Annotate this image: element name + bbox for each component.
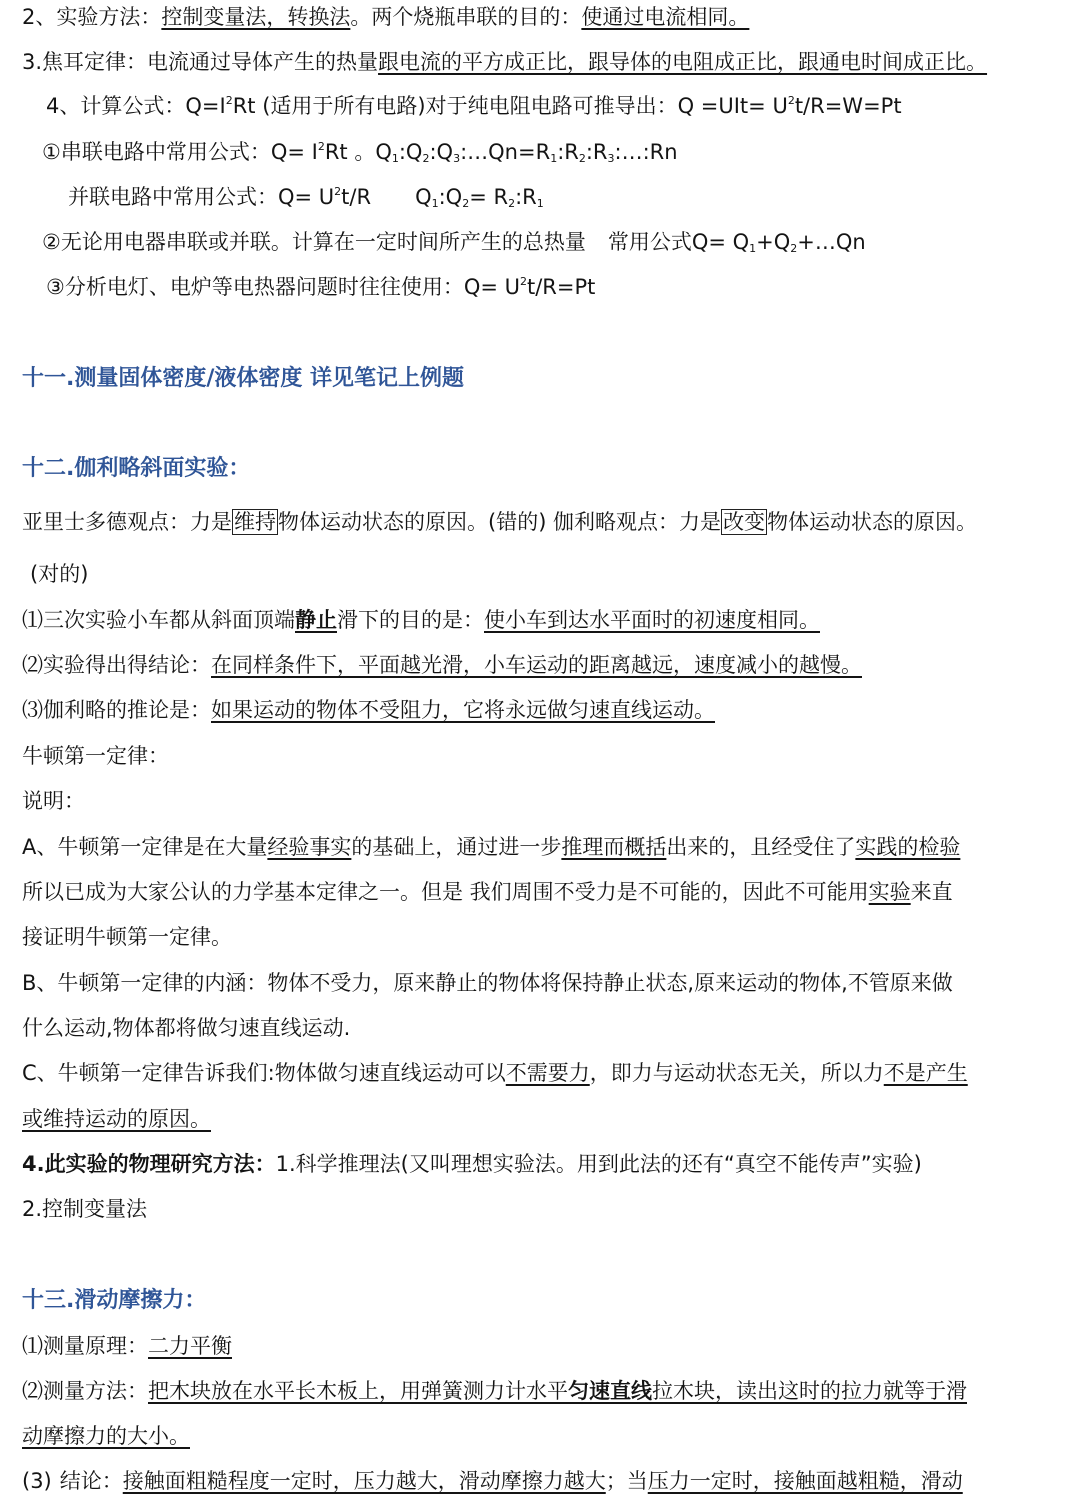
point-a-line-1: A、牛顿第一定律是在大量经验事实的基础上，通过进一步推理而概括出来的，且经受住了实践的检验 <box>22 835 961 859</box>
joule-law-line: 3.焦耳定律：电流通过导体产生的热量跟电流的平方成正比，跟导体的电阻成正比，跟通电时间成正比。 <box>22 50 988 74</box>
galileo-point-3: ⑶伽利略的推论是：如果运动的物体不受阻力，它将永远做匀速直线运动。 <box>22 698 715 722</box>
research-method-line: 4.此实验的物理研究方法：1.科学推理法(又叫理想实验法。用到此法的还有“真空不能传声”实验) <box>22 1152 922 1176</box>
section-11-heading: 十一.测量固体密度/液体密度 详见笔记上例题 <box>22 366 465 391</box>
point-a-line-3: 接证明牛顿第一定律。 <box>22 925 232 949</box>
series-formula-line: ①串联电路中常用公式：$Q= I^2Rt$ 。$Q_1:Q_2:Q_3:\dots Qn=R_1:R_2:R_3:\dots:Rn$ <box>42 140 678 165</box>
keyword-static: 静止 <box>295 608 337 632</box>
boxed-word-change: 改变 <box>723 510 766 534</box>
newton-first-law-title: 牛顿第一定律： <box>22 744 169 768</box>
friction-point-2-cont: 动摩擦力的大小。 <box>22 1424 190 1448</box>
purpose-answer: 使通过电流相同。 <box>581 5 750 29</box>
formula-line: 4、计算公式：$Q=I^2Rt$ (适用于所有电路)对于纯电阻电路可推导出：$Q =UIt= U^2t/R=W=Pt$ <box>46 94 902 118</box>
point-c-line-1: C、牛顿第一定律告诉我们:物体做匀速直线运动可以不需要力，即力与运动状态无关，所以力不是产生 <box>22 1061 968 1085</box>
point-a-line-2: 所以已成为大家公认的力学基本定律之一。但是 我们周围不受力是不可能的，因此不可能用实验来直 <box>22 880 953 904</box>
friction-point-2: ⑵测量方法：把木块放在水平长木板上，用弹簧测力计水平匀速直线拉木块，读出这时的拉力就等于滑 <box>22 1379 967 1403</box>
section-13-heading: 十三.滑动摩擦力： <box>22 1288 207 1313</box>
boxed-word-maintain: 维持 <box>234 510 276 534</box>
research-method-line-2: 2.控制变量法 <box>22 1197 148 1221</box>
galileo-point-2: ⑵实验得出得结论：在同样条件下，平面越光滑，小车运动的距离越远，速度减小的越慢。 <box>22 653 862 677</box>
explanation-label: 说明： <box>22 789 85 813</box>
section-12-heading: 十二.伽利略斜面实验： <box>22 456 251 481</box>
parallel-formula-line: 并联电路中常用公式：$Q= U^2t/R$ $Q_1:Q_2=$ $R_2:R_1$ <box>68 185 544 210</box>
heater-formula-line: ③分析电灯、电炉等电热器问题时往往使用：$Q= U^2t/R=Pt$ <box>46 275 596 299</box>
correct-note: (对的) <box>30 562 89 586</box>
point-b-line-1: B、牛顿第一定律的内涵：物体不受力，原来静止的物体将保持静止状态,原来运动的物体,不管原来做 <box>22 971 953 995</box>
friction-point-3: (3) 结论：接触面粗糙程度一定时，压力越大，滑动摩擦力越大；当压力一定时，接触面越粗糙，滑动 <box>22 1469 963 1493</box>
point-c-line-2: 或维持运动的原因。 <box>22 1107 211 1131</box>
method-line: 2、实验方法：控制变量法，转换法。两个烧瓶串联的目的：使通过电流相同。 <box>22 5 750 29</box>
viewpoints-line: 亚里士多德观点：力是维持物体运动状态的原因。(错的) 伽利略观点：力是改变物体运动状态的原因。 <box>22 510 978 534</box>
joule-law-answer: 跟电流的平方成正比，跟导体的电阻成正比，跟通电时间成正比。 <box>378 50 988 74</box>
keyword-uniform-linear: 匀速直线 <box>568 1379 652 1403</box>
friction-point-1: ⑴测量原理：二力平衡 <box>22 1334 232 1358</box>
total-heat-line: ②无论用电器串联或并联。计算在一定时间所产生的总热量 常用公式$Q= Q_1+Q_2+\dots Qn$ <box>42 230 866 255</box>
point-b-line-2: 什么运动,物体都将做匀速直线运动. <box>22 1016 351 1040</box>
galileo-point-1: ⑴三次实验小车都从斜面顶端静止滑下的目的是：使小车到达水平面时的初速度相同。 <box>22 608 820 632</box>
method-answer: 控制变量法，转换法 <box>161 5 351 29</box>
